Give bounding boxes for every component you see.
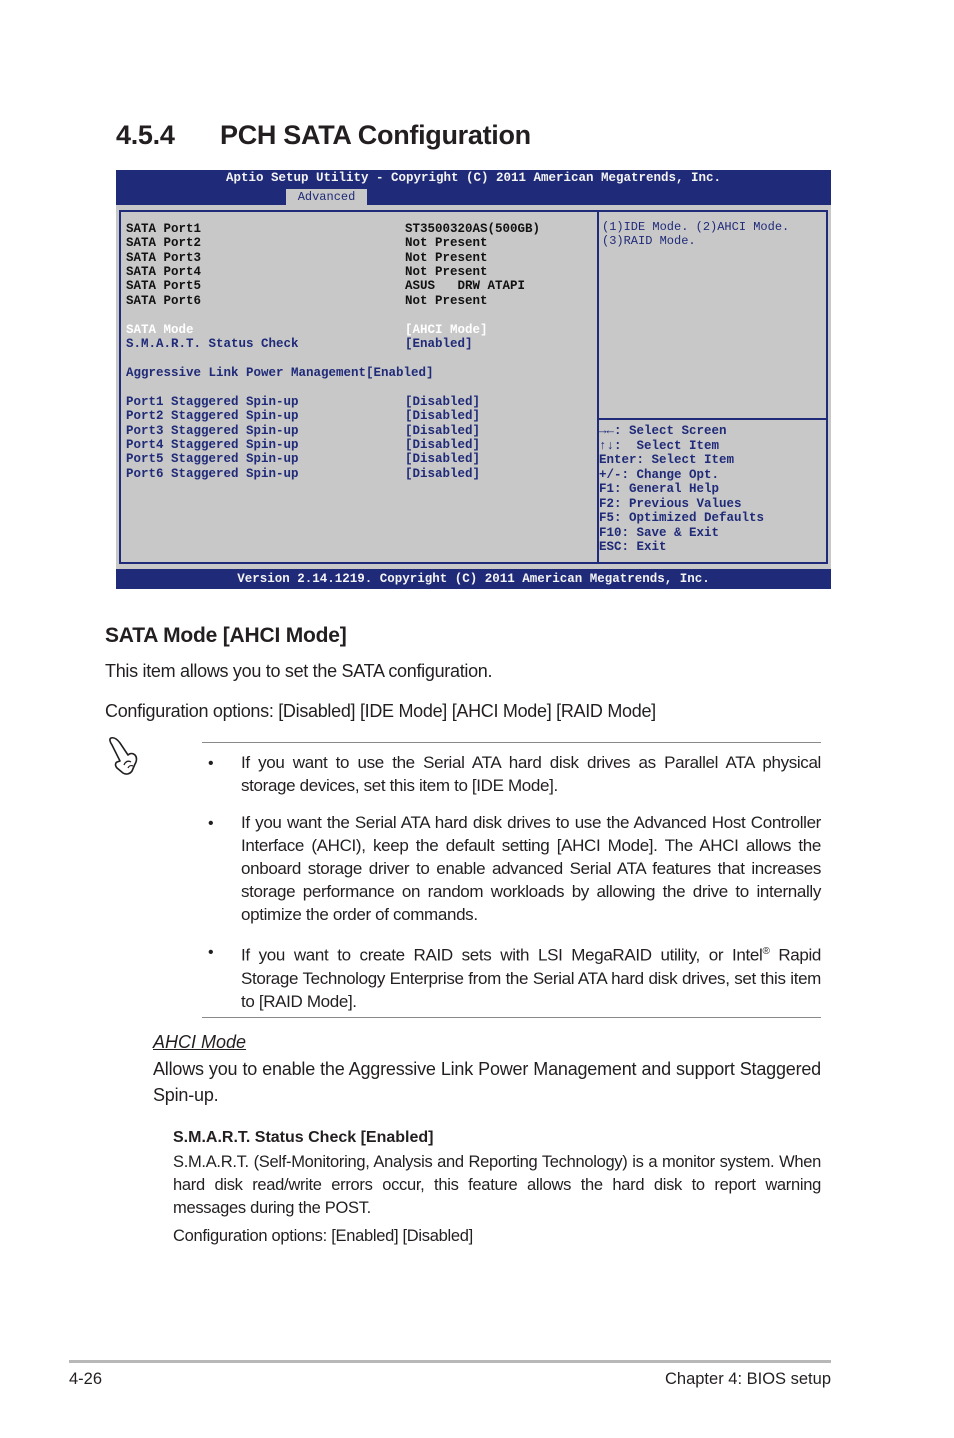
bios-setting-label: Port6 Staggered Spin-up bbox=[126, 467, 299, 481]
bios-setting-value: [Disabled] bbox=[405, 438, 481, 452]
note-bullet-ide: If you want to use the Serial ATA hard disk drives as Parallel ATA physical storage devices, set this item to [IDE Mode]. bbox=[241, 753, 821, 795]
tab-advanced[interactable]: Advanced bbox=[286, 189, 367, 205]
bios-setting-value: ST3500320AS(500GB) bbox=[405, 222, 541, 236]
bios-help-line: (3)RAID Mode. bbox=[602, 234, 696, 248]
note-bullet-ahci: If you want the Serial ATA hard disk drives to use the Advanced Host Controller Interface (AHCI), keep the default setting [AHCI Mode]. The AHCI allows the onboard storage driver to enable advanced Serial ATA features that increases storage performance on random workloads by allowing the drive to internally optimize the order of commands. bbox=[241, 813, 821, 924]
bios-setting-value: [Disabled] bbox=[405, 424, 481, 438]
bios-key-help-line: +/-: Change Opt. bbox=[599, 467, 720, 482]
bios-setting-row bbox=[126, 251, 488, 265]
page-number: 4-26 bbox=[69, 1370, 103, 1388]
bios-setting-label: Port4 Staggered Spin-up bbox=[126, 438, 299, 452]
registered-mark: ® bbox=[762, 946, 770, 957]
sata-mode-options: Configuration options: [Disabled] [IDE Mode] [AHCI Mode] [RAID Mode] bbox=[105, 701, 656, 721]
bios-setting-label: SATA Port2 bbox=[126, 236, 202, 250]
bios-setting-value: Not Present bbox=[405, 251, 488, 265]
bios-setting-label: Port3 Staggered Spin-up bbox=[126, 424, 299, 438]
bios-setting-value: [Disabled] bbox=[405, 452, 481, 466]
bios-header bbox=[116, 170, 831, 205]
bios-setting-value: [Enabled] bbox=[405, 337, 473, 351]
section-title: PCH SATA Configuration bbox=[220, 120, 531, 150]
bios-setting-label: Port2 Staggered Spin-up bbox=[126, 409, 299, 423]
bios-setting-row[interactable] bbox=[126, 467, 481, 481]
sata-mode-description: This item allows you to set the SATA configuration. bbox=[105, 661, 493, 681]
section-number: 4.5.4 bbox=[116, 120, 175, 150]
bios-setting-value: Not Present bbox=[405, 265, 488, 279]
bios-key-help-line: ESC: Exit bbox=[599, 540, 667, 554]
raid-text-start: If you want to create RAID sets with LSI MegaRAID utility, or Intel bbox=[241, 945, 763, 965]
ahci-mode-text: Allows you to enable the Aggressive Link Power Management and support Staggered Spin-up. bbox=[153, 1059, 821, 1105]
footer-rule bbox=[69, 1360, 831, 1363]
bios-key-help-line: F5: Optimized Defaults bbox=[599, 511, 765, 525]
bios-setting-value: Not Present bbox=[405, 294, 488, 308]
bios-setting-row[interactable] bbox=[126, 366, 434, 380]
bios-help-divider bbox=[599, 418, 826, 420]
bios-setting-value: Not Present bbox=[405, 236, 488, 250]
bullet-marker: • bbox=[208, 944, 214, 961]
bios-setting-label: SATA Port4 bbox=[126, 265, 202, 279]
bios-key-help-line: F10: Save & Exit bbox=[599, 525, 720, 540]
bios-setting-value: [AHCI Mode] bbox=[405, 323, 488, 337]
bios-setting-row bbox=[126, 236, 488, 250]
bios-setting-row[interactable] bbox=[126, 452, 481, 466]
bios-setting-value: [Disabled] bbox=[405, 467, 481, 481]
bios-setting-label: Port5 Staggered Spin-up bbox=[126, 452, 299, 466]
note-bottom-rule bbox=[202, 1017, 821, 1018]
bios-setting-row[interactable] bbox=[126, 395, 481, 409]
ahci-mode-title: AHCI Mode bbox=[153, 1032, 247, 1052]
bios-setting-row[interactable] bbox=[126, 323, 488, 337]
bios-setting-row[interactable] bbox=[126, 337, 473, 351]
smart-options: Configuration options: [Enabled] [Disabled] bbox=[173, 1227, 473, 1245]
bios-setting-row bbox=[126, 265, 488, 279]
bios-title: Aptio Setup Utility - Copyright (C) 2011 American Megatrends, Inc. bbox=[225, 171, 722, 185]
section-heading bbox=[116, 120, 531, 151]
bios-setting-row[interactable] bbox=[126, 424, 481, 438]
bios-setting-row[interactable] bbox=[126, 438, 481, 452]
bios-setting-label: S.M.A.R.T. Status Check bbox=[126, 337, 299, 351]
bios-setting-row[interactable] bbox=[126, 409, 481, 423]
bios-setting-row bbox=[126, 222, 541, 236]
smart-description: S.M.A.R.T. (Self-Monitoring, Analysis and Reporting Technology) is a monitor system. When hard disk read/write errors occur, this feature allows the hard disk to report warning messages during the POST. bbox=[173, 1153, 821, 1217]
bios-setting-value: [Disabled] bbox=[405, 395, 481, 409]
bios-setting-label: SATA Mode bbox=[126, 323, 194, 337]
bios-screen bbox=[116, 170, 831, 589]
bullet-marker: • bbox=[208, 815, 214, 832]
note-top-rule bbox=[202, 742, 821, 743]
pointing-hand-icon bbox=[108, 735, 142, 777]
bios-footer: Version 2.14.1219. Copyright (C) 2011 American Megatrends, Inc. bbox=[116, 569, 831, 589]
raid-text-end: Rapid Storage Technology Enterprise from the Serial ATA hard disk drives, set this item to [RAID Mode]. bbox=[241, 945, 821, 1011]
bios-setting-label: SATA Port5 bbox=[126, 279, 202, 293]
bios-setting-label: SATA Port1 bbox=[126, 222, 202, 236]
bios-key-help-line: →←: Select Screen bbox=[599, 424, 727, 438]
bios-key-help-line: F1: General Help bbox=[599, 482, 720, 496]
bios-help-line: (1)IDE Mode. (2)AHCI Mode. bbox=[602, 220, 790, 234]
bios-setting-label: Aggressive Link Power Management[Enabled] bbox=[126, 366, 434, 380]
bios-setting-row bbox=[126, 294, 488, 308]
bios-setting-value: ASUS DRW ATAPI bbox=[405, 279, 526, 293]
bios-setting-label: SATA Port6 bbox=[126, 294, 202, 308]
bios-setting-label: Port1 Staggered Spin-up bbox=[126, 395, 299, 409]
bios-setting-value: [Disabled] bbox=[405, 409, 481, 423]
note-bullet-raid bbox=[241, 940, 821, 1013]
bios-key-help-line: Enter: Select Item bbox=[599, 453, 735, 467]
sata-mode-heading: SATA Mode [AHCI Mode] bbox=[105, 624, 347, 647]
bios-key-help-line: ↑↓: Select Item bbox=[599, 438, 720, 453]
bios-setting-row bbox=[126, 279, 526, 293]
smart-heading: S.M.A.R.T. Status Check [Enabled] bbox=[173, 1129, 434, 1146]
bios-setting-label: SATA Port3 bbox=[126, 251, 202, 265]
bios-key-help-line: F2: Previous Values bbox=[599, 496, 742, 511]
chapter-label: Chapter 4: BIOS setup bbox=[664, 1370, 831, 1388]
bullet-marker: • bbox=[208, 755, 214, 772]
